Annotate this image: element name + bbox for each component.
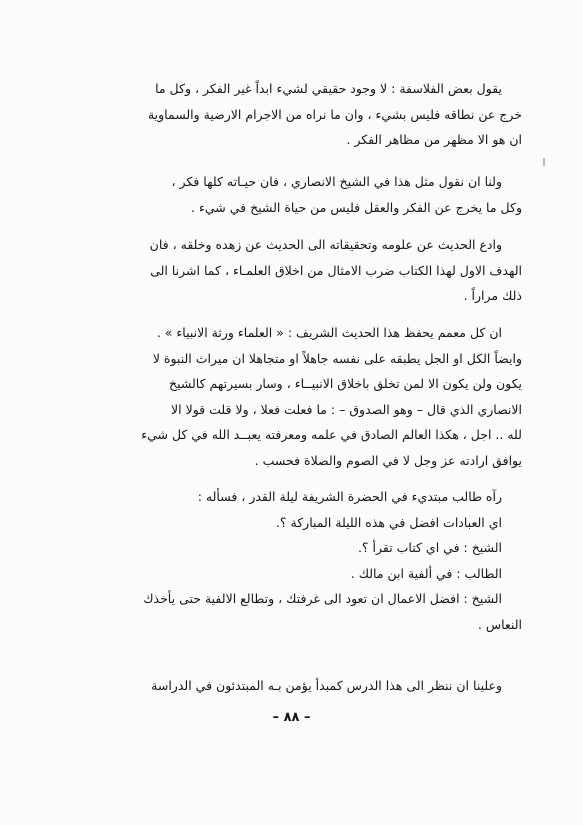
text-line: وكل ما يخرج عن الفكر والعقل فليس من حياة الشيخ في شيء . bbox=[191, 199, 522, 215]
text-line: وادع الحديث عن علومه وتحقيقاته الى الحديث عن زهده وخلقه ، فان bbox=[149, 237, 502, 252]
paragraph-6 bbox=[78, 673, 522, 699]
text-line: الانصاري الذي قال – وهو الصدوق – : ما فعلت فعلا ، ولا قلت قولا الا bbox=[171, 401, 522, 417]
paragraph-4 bbox=[78, 320, 522, 473]
text-line: وايضاً الكل او الجل يطبقه على نفسه جاهلاً او متجاهلا ان ميراث النبوة لا bbox=[152, 350, 522, 366]
text-line: يكون ولن يكون الا لمن تخلق باخلاق الانبيــاء ، وسار بسيرتهم كالشيخ bbox=[169, 376, 522, 391]
text-line: ان كل معمم يحفظ هذا الحديث الشريف : « العلماء ورثة الانبياء » . bbox=[156, 325, 502, 340]
text-line: ذلك مراراً . bbox=[463, 288, 522, 303]
paragraph-3 bbox=[78, 232, 522, 309]
paragraph-5 bbox=[78, 484, 522, 637]
text-line: يقول بعض الفلاسفة : لا وجود حقيقي لشيء ابداً غير الفكر ، وكل ما bbox=[155, 81, 502, 96]
text-line: وعلينا ان ننظر الى هذا الدرس كمبدأ يؤمن بـه المبتدئون في الدراسة bbox=[151, 678, 502, 693]
margin-tick-mark bbox=[543, 158, 545, 166]
text-line: يوافق ارادته عز وجل لا في الصوم والصلاة فحسب . bbox=[254, 452, 522, 468]
text-line: الشيخ : افضل الاعمال ان تعود الى غرفتك ، وتطالع الالفية حتى يأخذك bbox=[143, 591, 502, 606]
text-line: الشيخ : في اي كتاب تقرأ ؟. bbox=[357, 540, 502, 555]
text-line: النعاس . bbox=[477, 616, 522, 632]
text-line: الطالب : في ألفية ابن مالك . bbox=[350, 565, 502, 581]
text-line: الهدف الاول لهذا الكتاب ضرب الامثال من اخلاق العلمـاء ، كما اشرنا الى bbox=[150, 262, 522, 278]
text-line: خرج عن نطاقه فليس بشيء ، وان ما نراه من الاجرام الارضية والسماوية bbox=[147, 106, 522, 122]
paragraph-1 bbox=[78, 76, 522, 153]
text-line: ولنا ان نقول مثل هذا في الشيخ الانصاري ، فان حيـاته كلها فكر ، bbox=[171, 174, 502, 189]
paragraph-2 bbox=[78, 169, 522, 220]
page-number: – ٨٨ – bbox=[272, 710, 311, 725]
text-line: ان هو الا مظهر من مظاهر الفكر . bbox=[346, 132, 522, 147]
text-line: اي العبادات افضل في هذه الليلة المباركة ؟. bbox=[275, 514, 502, 530]
text-line: لله .. اجل ، هكذا العالم الصادق في علمه ومعرفته يعبــد الله في كل شيء bbox=[141, 427, 522, 442]
text-line: رآه طالب مبتديء في الحضرة الشريفة ليلة القدر ، فسأله : bbox=[197, 489, 502, 504]
